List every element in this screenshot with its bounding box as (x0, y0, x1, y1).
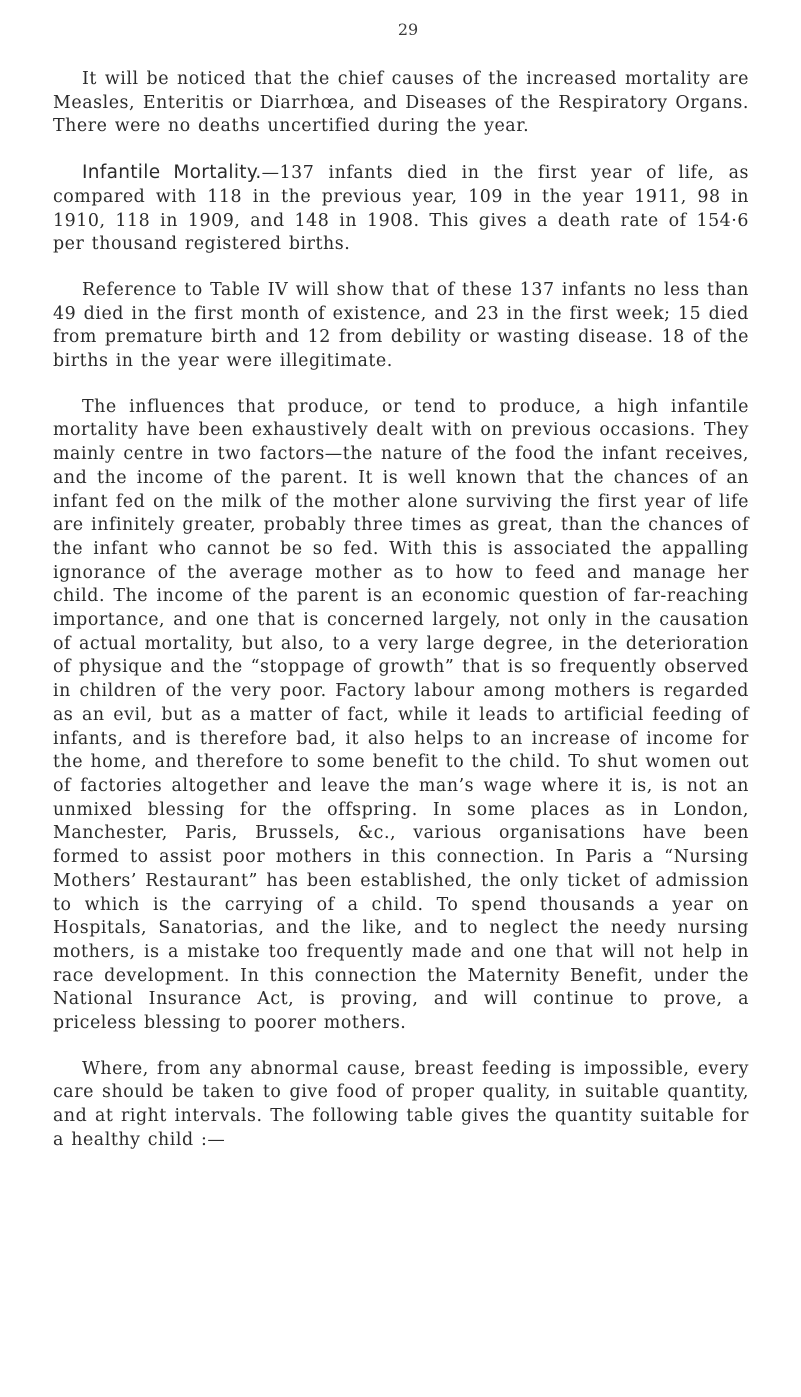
body-text (53, 68, 749, 1175)
page-number: 29 (397, 20, 419, 39)
paragraph-table-reference: Reference to Table IV will show that of these 137 infants no less than 49 died in the first month of existence, and 23 in the first week; 15 died from premature birth and 12 from debility or wasting disease. 18 of the births in the year were illegitimate. (53, 279, 749, 372)
infantile-mortality-text: —137 infants died in the first year of life, as compared with 118 in the previous year, 109 in the year 1911, 98 in 1910, 118 in 1909, and 148 in 1908. This gives a death rate of 154·6 per thousand registered births. (53, 163, 749, 255)
paragraph-mortality-causes: It will be noticed that the chief causes of the increased mortality are Measles, Enteritis or Diarrhœa, and Diseases of the Respiratory Organs. There were no deaths uncertified during the year. (53, 69, 749, 137)
paragraph-influences: The influences that produce, or tend to produce, a high infantile mortality have been exhaustively dealt with on previous occasions. They mainly centre in two factors—the nature of the food the infant receives, and the income of the parent. It is well known that the chances of an infant fed on the milk of the mother alone surviving the first year of life are infinitely greater, probably three times as great, than the chances of the infant who cannot be so fed. With this is associated the appalling ignorance of the average mother as to how to feed and manage her child. The income of the parent is an economic question of far-reaching importance, and one that is concerned largely, not only in the causation of actual mortality, but also, to a very large degree, in the deterioration of physique and the “stoppage of growth” that is so frequently observed in children of the very poor. Factory labour among mothers is regarded as an evil, but as a matter of fact, while it leads to artificial feeding of infants, and is therefore bad, it also helps to an increase of income for the home, and therefore to some benefit to the child. To shut women out of factories altogether and leave the man’s wage where it is, is not an unmixed blessing for the offspring. In some places as in London, Manchester, Paris, Brussels, &c., various organisations have been formed to assist poor mothers in this connection. In Paris a “Nursing Mothers’ Restaurant” has been established, the only ticket of admission to which is the carrying of a child. To spend thousands a year on Hospitals, Sanatorias, and the like, and to neglect the needy nursing mothers, is a mistake too frequently made and one that will not help in race development. In this connection the Maternity Benefit, under the National Insurance Act, is proving, and will continue to prove, a priceless blessing to poorer mothers. (53, 396, 749, 1034)
section-heading-infantile-mortality: Infantile Mortality. (82, 162, 262, 184)
paragraph-feeding: Where, from any abnormal cause, breast feeding is impossible, every care should be taken to give food of proper quality, in suitable quantity, and at right intervals. The following table gives the quantity suitable for a healthy child :— (53, 1058, 749, 1150)
paragraph-infantile-mortality (53, 161, 749, 257)
